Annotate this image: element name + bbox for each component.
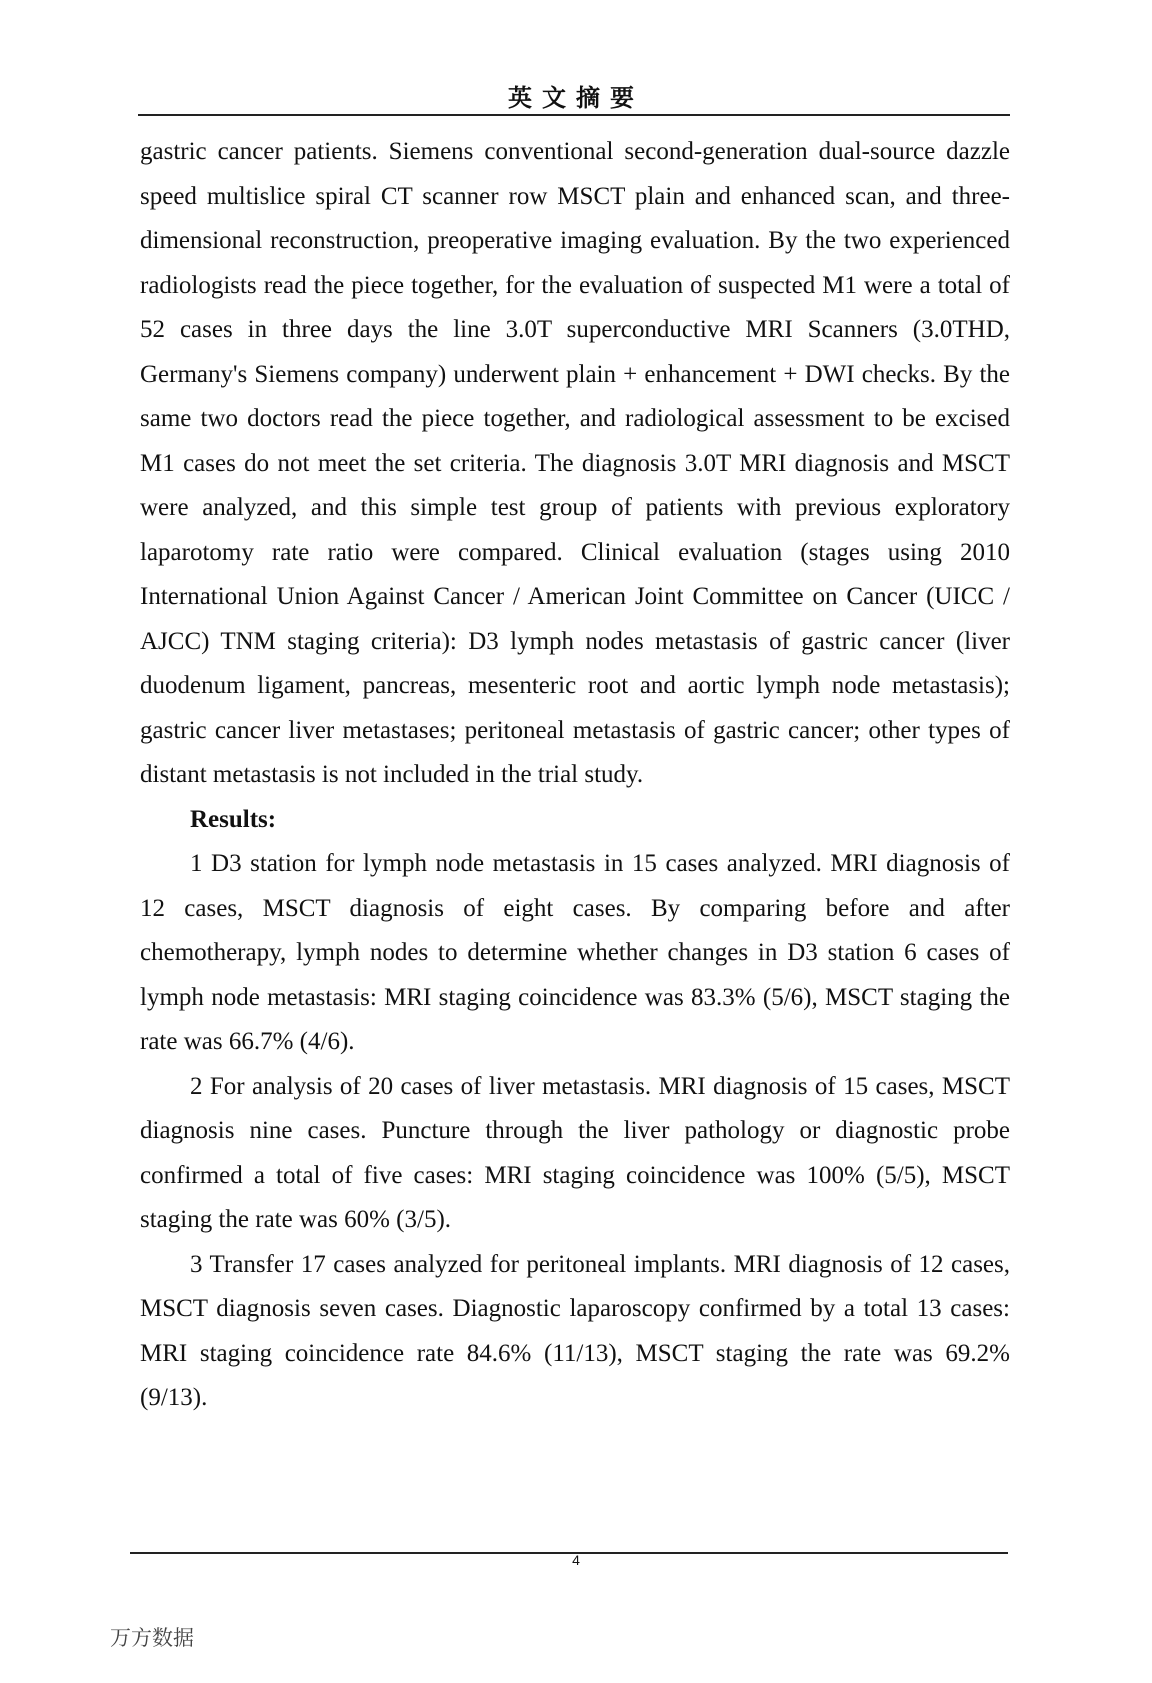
page-header-title: 英文摘要 (508, 83, 644, 112)
page-number: 4 (572, 1552, 580, 1568)
header-divider (138, 114, 1010, 116)
results-heading: Results: (190, 805, 277, 833)
result-item-3: 3 Transfer 17 cases analyzed for peritoneal implants. MRI diagnosis of 12 cases, MSCT diagnosis seven cases. Diagnostic laparoscopy confirmed by a total 13 cases: MRI staging coincidence rate 84.6% (11/13), MSCT staging the rate was 69.2% (9/13). (140, 1250, 1010, 1411)
result-item-1: 1 D3 station for lymph node metastasis in 15 cases analyzed. MRI diagnosis of 12 cases, MSCT diagnosis of eight cases. By comparing before and after chemotherapy, lymph nodes to determine whether changes in D3 station 6 cases of lymph node metastasis: MRI staging coincidence was 83.3% (5/6), MSCT staging the rate was 66.7% (4/6). (140, 850, 1010, 1055)
source-watermark: 万方数据 (110, 1626, 194, 1650)
methods-paragraph: gastric cancer patients. Siemens conventional second-generation dual-source dazzle speed multislice spiral CT scanner row MSCT plain and enhanced scan, and three-dimensional reconstruction, preoperative imaging evaluation. By the two experienced radiologists read the piece together, for the evaluation of suspected M1 were a total of 52 cases in three days the line 3.0T superconductive MRI Scanners (3.0THD, Germany's Siemens company) underwent plain + enhancement + DWI checks. By the same two doctors read the piece together, and radiological assessment to be excised M1 cases do not meet the set criteria. The diagnosis 3.0T MRI diagnosis and MSCT were analyzed, and this simple test group of patients with previous exploratory laparotomy rate ratio were compared. Clinical evaluation (stages using 2010 International Union Against Cancer / American Joint Committee on Cancer (UICC / AJCC) TNM staging criteria): D3 lymph nodes metastasis of gastric cancer (liver duodenum ligament, pancreas, mesenteric root and aortic lymph node metastasis); gastric cancer liver metastases; peritoneal metastasis of gastric cancer; other types of distant metastasis is not included in the trial study. (140, 138, 1010, 788)
result-item-2: 2 For analysis of 20 cases of liver metastasis. MRI diagnosis of 15 cases, MSCT diagnosis nine cases. Puncture through the liver pathology or diagnostic probe confirmed a total of five cases: MRI staging coincidence was 100% (5/5), MSCT staging the rate was 60% (3/5). (140, 1072, 1010, 1233)
abstract-body (140, 130, 1010, 1421)
